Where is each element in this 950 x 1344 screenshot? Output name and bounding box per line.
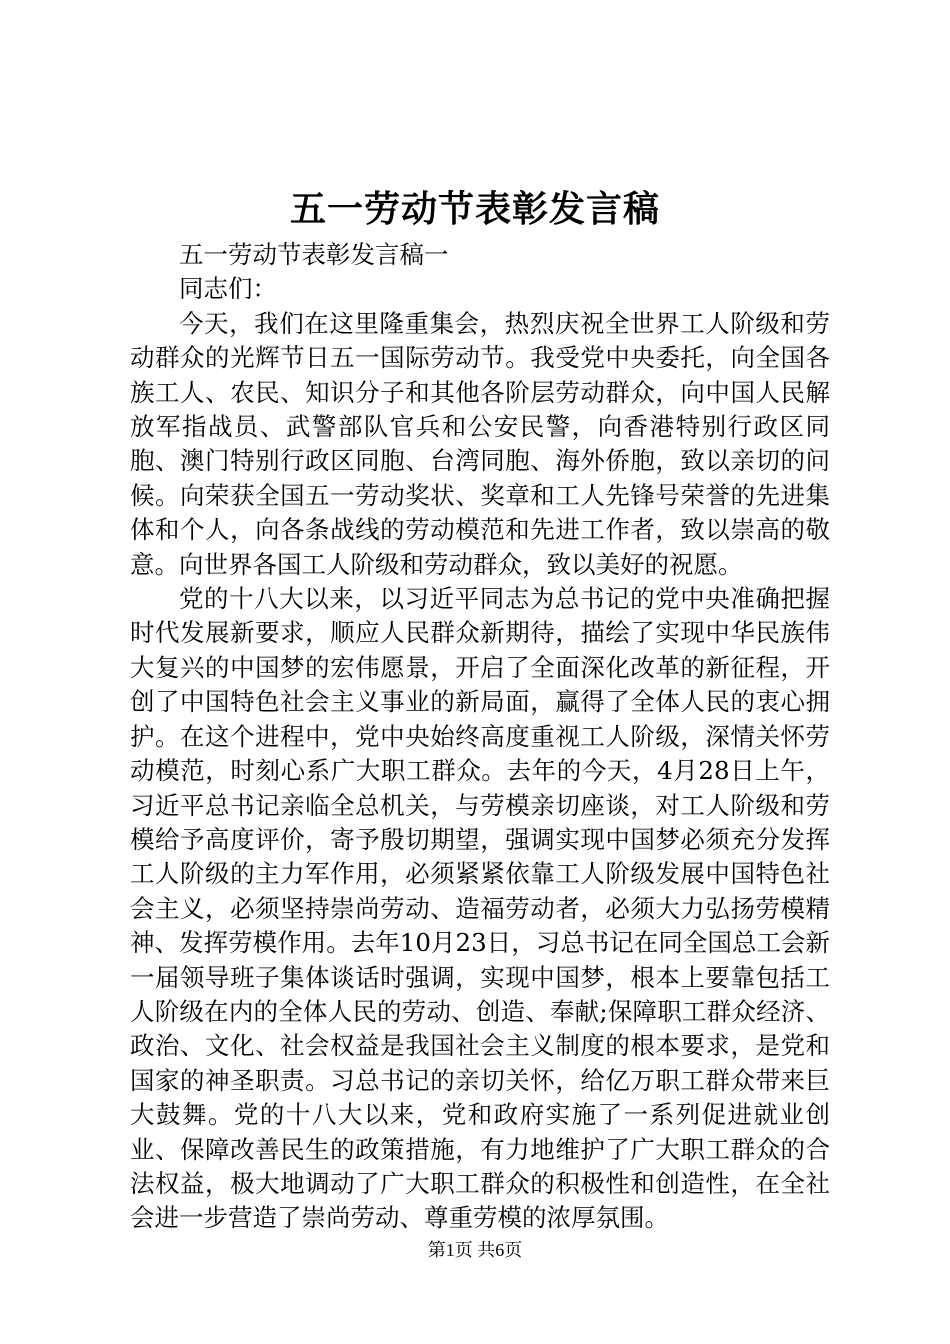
subtitle: 五一劳动节表彰发言稿一 xyxy=(179,240,449,269)
page-title: 五一劳动节表彰发言稿 xyxy=(289,188,660,230)
paragraph: 今天，我们在这里隆重集会，热烈庆祝全世界工人阶级和劳动群众的光辉节日五一国际劳动节。我受党中央委托，向全国各族工人、农民、知识分子和其他各阶层劳动群众，向中国人民解放军指战员、武警部队官兵和公安民警，向香港特别行政区同胞、澳门特别行政区同胞、台湾同胞、海外侨胞，致以亲切的问候。向荣获全国五一劳动奖状、奖章和工人先锋号荣誉的先进集体和个人，向各条战线的劳动模范和先进工作者，致以崇高的敬意。向世界各国工人阶级和劳动群众，致以美好的祝愿。 xyxy=(130,308,830,579)
salutation: 同志们： xyxy=(179,274,277,304)
page-number: 第1页 共6页 xyxy=(427,1240,523,1260)
document-body xyxy=(130,238,830,1236)
paragraph: 党的十八大以来，以习近平同志为总书记的党中央准确把握时代发展新要求，顺应人民群众新期待，描绘了实现中华民族伟大复兴的中国梦的宏伟愿景，开启了全面深化改革的新征程，开创了中国特色社会主义事业的新局面，赢得了全体人民的衷心拥护。在这个进程中，党中央始终高度重视工人阶级，深情关怀劳动模范，时刻心系广大职工群众。去年的今天，4月28日上午，习近平总书记亲临全总机关，与劳模亲切座谈，对工人阶级和劳模给予高度评价，寄予殷切期望，强调实现中国梦必须充分发挥工人阶级的主力军作用，必须紧紧依靠工人阶级发展中国特色社会主义，必须坚持崇尚劳动、造福劳动者，必须大力弘扬劳模精神、发挥劳模作用。去年10月23日，习总书记在同全国总工会新一届领导班子集体谈话时强调，实现中国梦，根本上要靠包括工人阶级在内的全体人民的劳动、创造、奉献;保障职工群众经济、政治、文化、社会权益是我国社会主义制度的根本要求，是党和国家的神圣职责。习总书记的亲切关怀，给亿万职工群众带来巨大鼓舞。党的十八大以来，党和政府实施了一系列促进就业创业、保障改善民生的政策措施，有力地维护了广大职工群众的合法权益，极大地调动了广大职工群众的积极性和创造性，在全社会进一步营造了崇尚劳动、尊重劳模的浓厚氛围。 xyxy=(130,584,830,1233)
